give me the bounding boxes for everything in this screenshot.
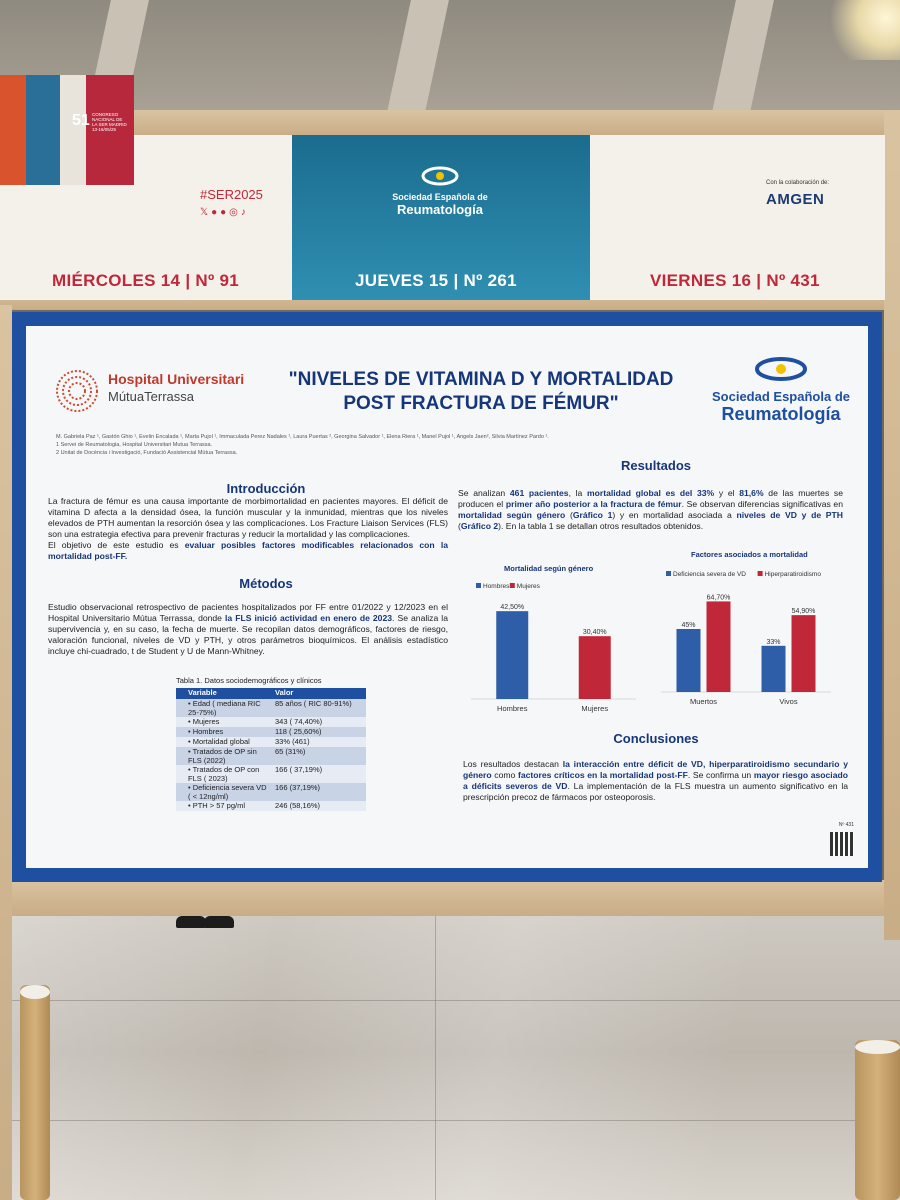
bar	[496, 611, 528, 699]
legend-swatch	[758, 571, 763, 576]
results-j: mortalidad según género	[458, 510, 566, 520]
poster-tube	[855, 1040, 900, 1200]
concl-d: factores críticos en la mortalidad post-FF	[517, 770, 688, 780]
poster-content	[26, 326, 868, 868]
affiliation-1: 1 Servei de Reumatologia, Hospital Universitari Mutua Terrassa.	[56, 442, 213, 448]
table-cell-variable: • Edad ( mediana RIC 25-75%)	[188, 699, 261, 717]
intro-p2-b: evaluar posibles factores modificables relacionados con la mortalidad post-FF.	[48, 540, 448, 561]
table-cell-value: 33% (461)	[275, 737, 310, 746]
data-label: 64,70%	[706, 594, 731, 602]
results-text	[458, 488, 843, 532]
society-emblem-icon	[420, 165, 460, 187]
conclusions-title: Conclusiones	[613, 731, 699, 746]
intro-p1: La fractura de fémur es una causa importante de morbimortalidad en pacientes mayores. El déficit de vitamina D afecta a la densidad ósea, la función muscular y la inmunidad, mientras que los niveles elevados de PTH aumentan la resorción ósea y las complicaciones. Los Fracture Liaison Services (FLS) son una estrategia efectiva para prevenir fracturas y reducir la mortalidad y las complicaciones.	[48, 496, 448, 539]
table-cell-value: 166 ( 37,19%)	[275, 765, 323, 774]
data-label: 30,40%	[582, 629, 607, 637]
qr-label: Nº 431	[838, 822, 854, 828]
legend-swatch	[510, 583, 515, 588]
table-row	[176, 717, 366, 727]
table-row	[176, 727, 366, 737]
table-cell-value: 246 (58,16%)	[275, 801, 321, 810]
table-row	[176, 747, 366, 765]
results-b: 461 pacientes	[509, 488, 569, 498]
day-wednesday: MIÉRCOLES 14 | Nº 91	[52, 271, 240, 290]
concl-c: como	[491, 770, 518, 780]
results-q: ). En la tabla 1 se detallan otros resultados obtenidos.	[498, 521, 704, 531]
legend-label: Hiperparatiroidismo	[764, 571, 821, 578]
methods-title: Métodos	[239, 576, 293, 591]
hospital-name: Hospital Universitari	[108, 371, 245, 387]
banner-society-small: Sociedad Española de	[392, 192, 488, 202]
banner-society-logo	[385, 165, 495, 217]
results-n: niveles de VD y de PTH	[736, 510, 843, 520]
results-i: . Se observan diferencias significativas en	[681, 499, 843, 509]
results-title: Resultados	[620, 458, 692, 473]
poster-title-line2: POST FRACTURA DE FÉMUR"	[343, 393, 619, 414]
intro-title: Introducción	[226, 481, 306, 496]
table-header-value: Valor	[275, 688, 294, 697]
telegram-icon: ●	[220, 207, 230, 218]
methods-b: la FLS inició actividad en enero de 2023	[225, 613, 393, 623]
chart-mortality-factors	[656, 564, 836, 714]
conclusions-text	[463, 759, 848, 803]
data-label: 54,90%	[791, 608, 816, 616]
methods-text	[48, 602, 448, 657]
legend-label: Deficiencia severa de VD	[673, 571, 746, 578]
table-cell-value: 85 años ( RIC 80-91%)	[275, 699, 352, 708]
authors: M. Gabriela Paz ¹, Gastón Ghio ¹, Evelin Encalada ¹, Marta Pujol ¹, Immaculada Perez Nadales ¹, Laura Puertas ², Georgina Salvador ¹, Elena Riera ¹, Manel Pujol ¹, Angels Jaen², Silvia Martínez Pardo ¹.	[56, 434, 549, 440]
congress-text: CONGRESO NACIONAL DE LA SER MADRID 13-16/05/25	[92, 112, 127, 132]
category-label: Mujeres	[581, 704, 609, 713]
society-emblem-icon	[753, 354, 809, 384]
data-label: 42,50%	[500, 604, 525, 612]
results-a: Se analizan	[458, 488, 510, 498]
chart-mortality-by-gender	[466, 576, 641, 721]
frame-left-post	[0, 305, 12, 1200]
poster-society-big: Reumatología	[721, 404, 841, 424]
marble-floor	[0, 905, 900, 1200]
instagram-icon: ◎	[229, 207, 241, 218]
concl-g: . La implementación de la FLS muestra un aumento significativo en la prescripción precoz de fármacos por osteoporosis.	[463, 781, 849, 802]
authors-block	[56, 433, 616, 457]
category-label: Muertos	[689, 697, 718, 706]
bar	[677, 629, 701, 692]
collab-label: Con la colaboración de:	[766, 180, 830, 186]
intro-p2-a: El objetivo de este estudio es	[48, 540, 185, 550]
legend-swatch	[476, 583, 481, 588]
data-label: 45%	[681, 622, 696, 629]
table-cell-value: 118 ( 25,60%)	[275, 727, 322, 736]
poster-title-line1: "NIVELES DE VITAMINA D Y MORTALIDAD	[288, 369, 674, 390]
concl-a: Los resultados destacan	[463, 759, 563, 769]
x-icon: 𝕏	[200, 207, 212, 218]
legend-label: Mujeres	[516, 583, 540, 590]
banner-society-big: Reumatología	[397, 202, 483, 217]
data-table	[176, 688, 366, 811]
bar	[762, 646, 786, 692]
table-caption: Tabla 1. Datos sociodemográficos y clínicos	[176, 676, 322, 685]
hospital-logo-icon	[54, 368, 100, 414]
table-cell-variable: • Tratados de OP con FLS ( 2023)	[188, 765, 260, 783]
table-row	[176, 737, 366, 747]
results-e: y el	[714, 488, 740, 498]
results-c: , la	[568, 488, 588, 498]
chart2-title: Factores asociados a mortalidad	[691, 550, 808, 559]
day-thursday: JUEVES 15 | Nº 261	[355, 271, 517, 290]
methods-a: Estudio observacional retrospectivo de pacientes hospitalizados por FF entre 01/2022 y 12/2023 en el Hospital Universitario Mútua Terrassa, donde	[48, 602, 448, 623]
table-row	[176, 801, 366, 811]
table-cell-value: 343 ( 74,40%)	[275, 717, 323, 726]
results-d: mortalidad global es del 33%	[587, 488, 715, 498]
table-row	[176, 699, 366, 717]
poster-tube	[20, 985, 50, 1200]
category-label: Vivos	[779, 697, 798, 706]
results-f: 81,6%	[739, 488, 764, 498]
table-header-variable: Variable	[188, 688, 217, 697]
frame-bottom-rail	[0, 880, 900, 916]
affiliation-2: 2 Unitat de Docència i Investigació, Fundació Assistencial Mútua Terrassa.	[56, 450, 238, 456]
table-header	[176, 688, 366, 699]
chart1-title: Mortalidad según género	[504, 564, 594, 573]
bar	[579, 636, 611, 699]
results-h: primer año posterior a la fractura de fémur	[505, 499, 682, 509]
legend-label: Hombres	[483, 583, 510, 590]
qr-code-icon	[830, 832, 854, 856]
table-cell-variable: • Mortalidad global	[188, 737, 250, 746]
table-cell-variable: • PTH > 57 pg/ml	[188, 801, 246, 810]
social-icons	[200, 207, 249, 218]
table-cell-variable: • Mujeres	[188, 717, 220, 726]
results-k: (	[565, 510, 573, 520]
results-p: Gráfico 2	[460, 521, 499, 531]
table-cell-variable: • Hombres	[188, 727, 224, 736]
table-cell-variable: • Deficiencia severa VD ( < 12ng/ml)	[188, 783, 267, 801]
results-m: ) y en mortalidad asociada a	[612, 510, 737, 520]
bar	[792, 615, 816, 692]
scientific-poster	[12, 312, 882, 882]
hospital-subname: MútuaTerrassa	[108, 389, 194, 404]
tiktok-icon: ♪	[240, 207, 249, 218]
poster-society-logo	[706, 354, 856, 425]
ceiling-light	[830, 0, 900, 60]
shoe	[204, 916, 234, 928]
category-label: Hombres	[497, 704, 528, 713]
facebook-icon: ●	[211, 207, 221, 218]
results-g: de las muertes se producen el	[458, 488, 844, 509]
concl-b: la interacción entre déficit de VD, hiperparatiroidismo secundario y género	[463, 759, 849, 780]
frame-right-post	[884, 110, 900, 940]
poster-title	[261, 368, 701, 416]
bar	[707, 601, 731, 692]
sponsor-logo: AMGEN	[766, 191, 825, 208]
congress-number: 51	[72, 112, 90, 129]
table-row	[176, 783, 366, 801]
table-row	[176, 765, 366, 783]
poster-society-small: Sociedad Española de	[712, 389, 850, 404]
day-friday: VIERNES 16 | Nº 431	[650, 271, 820, 290]
results-o: (	[458, 521, 461, 531]
concl-e: . Se confirma un	[687, 770, 754, 780]
table-cell-variable: • Tratados de OP sin FLS (2022)	[188, 747, 257, 765]
intro-text	[48, 496, 448, 562]
data-label: 33%	[766, 638, 781, 646]
legend-swatch	[666, 571, 671, 576]
table-cell-value: 166 (37,19%)	[275, 783, 321, 792]
methods-c: . Se analiza la supervivencia y, en su caso, la fecha de muerte. Se recopilan datos demográficos, factores de riesgo, valoración funcional, niveles de VD y PTH, y otros parámetros bioquímicos. El análisis estadístico incluye chi-cuadrado, t de Student y U de Mann-Whitney.	[48, 613, 448, 656]
concl-f: mayor riesgo asociado a déficits severos de VD	[463, 770, 848, 791]
results-l: Gráfico 1	[572, 510, 613, 520]
shoe	[176, 916, 206, 928]
hashtag: #SER2025	[200, 187, 263, 202]
table-cell-value: 65 (31%)	[275, 747, 306, 756]
